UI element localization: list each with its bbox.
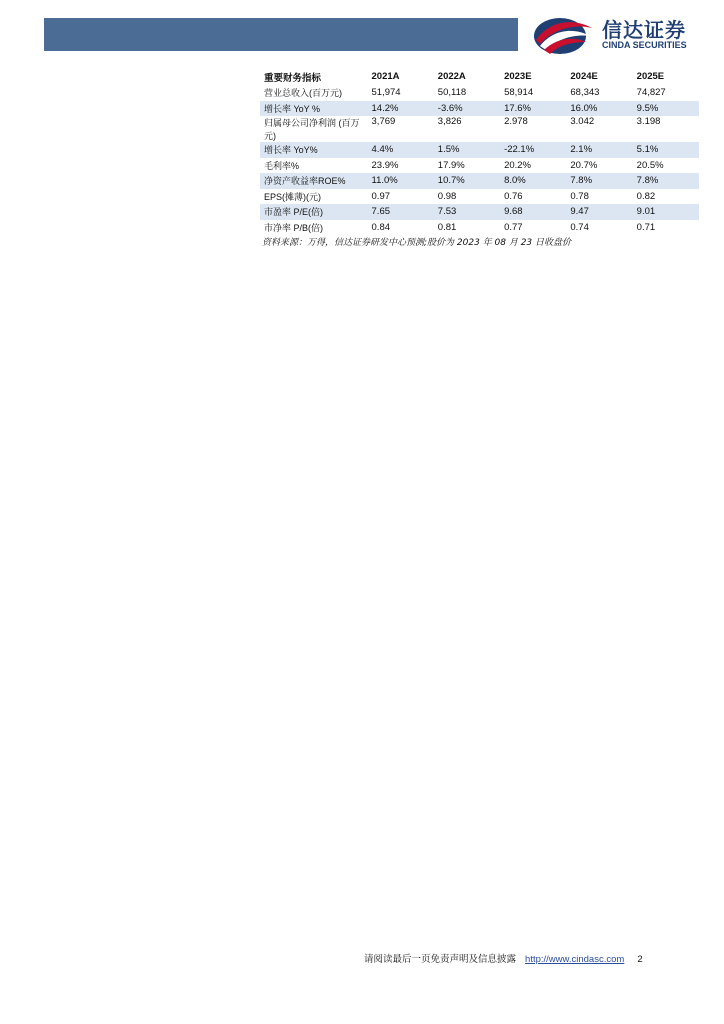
table-cell: 0.77 <box>504 221 523 233</box>
table-cell: 3,826 <box>437 116 462 127</box>
table-cell: 7.53 <box>434 204 500 220</box>
table-cell: 20.2% <box>504 159 531 171</box>
table-cell: 20.7% <box>570 159 598 171</box>
table-row <box>260 116 699 142</box>
page-number: 2 <box>637 954 643 965</box>
table-cell: 14.2% <box>368 101 434 117</box>
table-cell: 3,769 <box>371 116 396 127</box>
disclaimer-text: 请阅读最后一页免责声明及信息披露 <box>364 954 517 965</box>
table-row <box>260 204 699 220</box>
row-label: 净资产收益率ROE% <box>260 173 368 189</box>
table-row <box>260 189 699 205</box>
table-cell: 7.65 <box>368 204 434 220</box>
source-note: 资料来源：万得，信达证券研发中心预测;股价为 2023 年 08 月 23 日收盘价 <box>262 238 572 248</box>
table-cell: 7.8% <box>566 173 632 189</box>
row-label: 营业总收入(百万元) <box>264 88 342 99</box>
header-indicator: 重要财务指标 <box>264 72 322 84</box>
table-cell: 10.7% <box>434 173 500 189</box>
table-cell: 0.97 <box>371 190 391 202</box>
table-cell: 8.0% <box>500 173 566 189</box>
table-row <box>260 101 699 117</box>
table-cell: 17.9% <box>437 159 465 171</box>
table-cell: 0.76 <box>504 190 523 202</box>
table-cell: 50,118 <box>437 87 467 99</box>
table-cell: 68,343 <box>570 87 600 99</box>
table-row <box>260 158 699 174</box>
table-cell: 3.198 <box>636 116 661 127</box>
table-cell: 9.5% <box>633 101 699 117</box>
table-header-row <box>260 68 699 85</box>
row-label: EPS(摊薄)(元) <box>264 191 321 202</box>
header-2022a: 2022A <box>437 71 466 82</box>
table-cell: 9.68 <box>500 204 566 220</box>
row-label: 增长率 YoY % <box>260 101 368 117</box>
table-cell: 0.74 <box>570 221 589 233</box>
row-label: 市净率 P/B(倍) <box>264 222 324 233</box>
table-cell: 74,827 <box>636 87 666 99</box>
table-cell: 9.47 <box>566 204 632 220</box>
table-cell: 2.978 <box>504 116 528 127</box>
page-footer <box>364 951 643 965</box>
cinda-logo <box>530 14 710 56</box>
table-cell: 9.01 <box>633 204 699 220</box>
financial-indicators-table <box>260 68 699 235</box>
table-cell: 0.78 <box>570 190 589 202</box>
table-cell: 0.82 <box>636 190 656 202</box>
table-cell: 1.5% <box>434 142 500 158</box>
row-label: 增长率 YoY% <box>260 142 368 158</box>
header-2021a: 2021A <box>371 71 400 82</box>
table-cell: 4.4% <box>368 142 434 158</box>
table-row <box>260 173 699 189</box>
table-cell: 17.6% <box>500 101 566 117</box>
table-cell: 11.0% <box>368 173 434 189</box>
header-2025e: 2025E <box>636 71 665 82</box>
table-cell: 16.0% <box>566 101 632 117</box>
row-label: 归属母公司净利润 (百万元) <box>264 118 360 141</box>
table-cell: 0.98 <box>437 190 457 202</box>
table-cell: 7.8% <box>633 173 699 189</box>
table-row <box>260 220 699 236</box>
row-label: 市盈率 P/E(倍) <box>260 204 368 220</box>
table-cell: 5.1% <box>633 142 699 158</box>
logo-name-cn: 信达证券 <box>602 18 686 42</box>
table-cell: -22.1% <box>500 142 566 158</box>
table-cell: 20.5% <box>636 159 664 171</box>
table-cell: 51,974 <box>371 87 401 99</box>
header-2023e: 2023E <box>504 71 532 82</box>
table-row <box>260 85 699 101</box>
row-label: 毛利率% <box>264 160 300 171</box>
table-cell: 0.71 <box>636 221 656 233</box>
table-cell: 3.042 <box>570 116 595 127</box>
header-bar <box>44 18 518 51</box>
website-link[interactable]: http://www.cindasc.com <box>525 954 625 965</box>
cinda-logo-icon <box>530 14 596 56</box>
logo-name-en: CINDA SECURITIES <box>602 40 687 50</box>
table-cell: 0.84 <box>371 221 391 233</box>
table-cell: 23.9% <box>371 159 399 171</box>
table-cell: 2.1% <box>566 142 632 158</box>
table-row <box>260 142 699 158</box>
header-2024e: 2024E <box>570 71 598 82</box>
table-cell: 0.81 <box>437 221 457 233</box>
table-cell: -3.6% <box>434 101 500 117</box>
table-cell: 58,914 <box>504 87 534 99</box>
